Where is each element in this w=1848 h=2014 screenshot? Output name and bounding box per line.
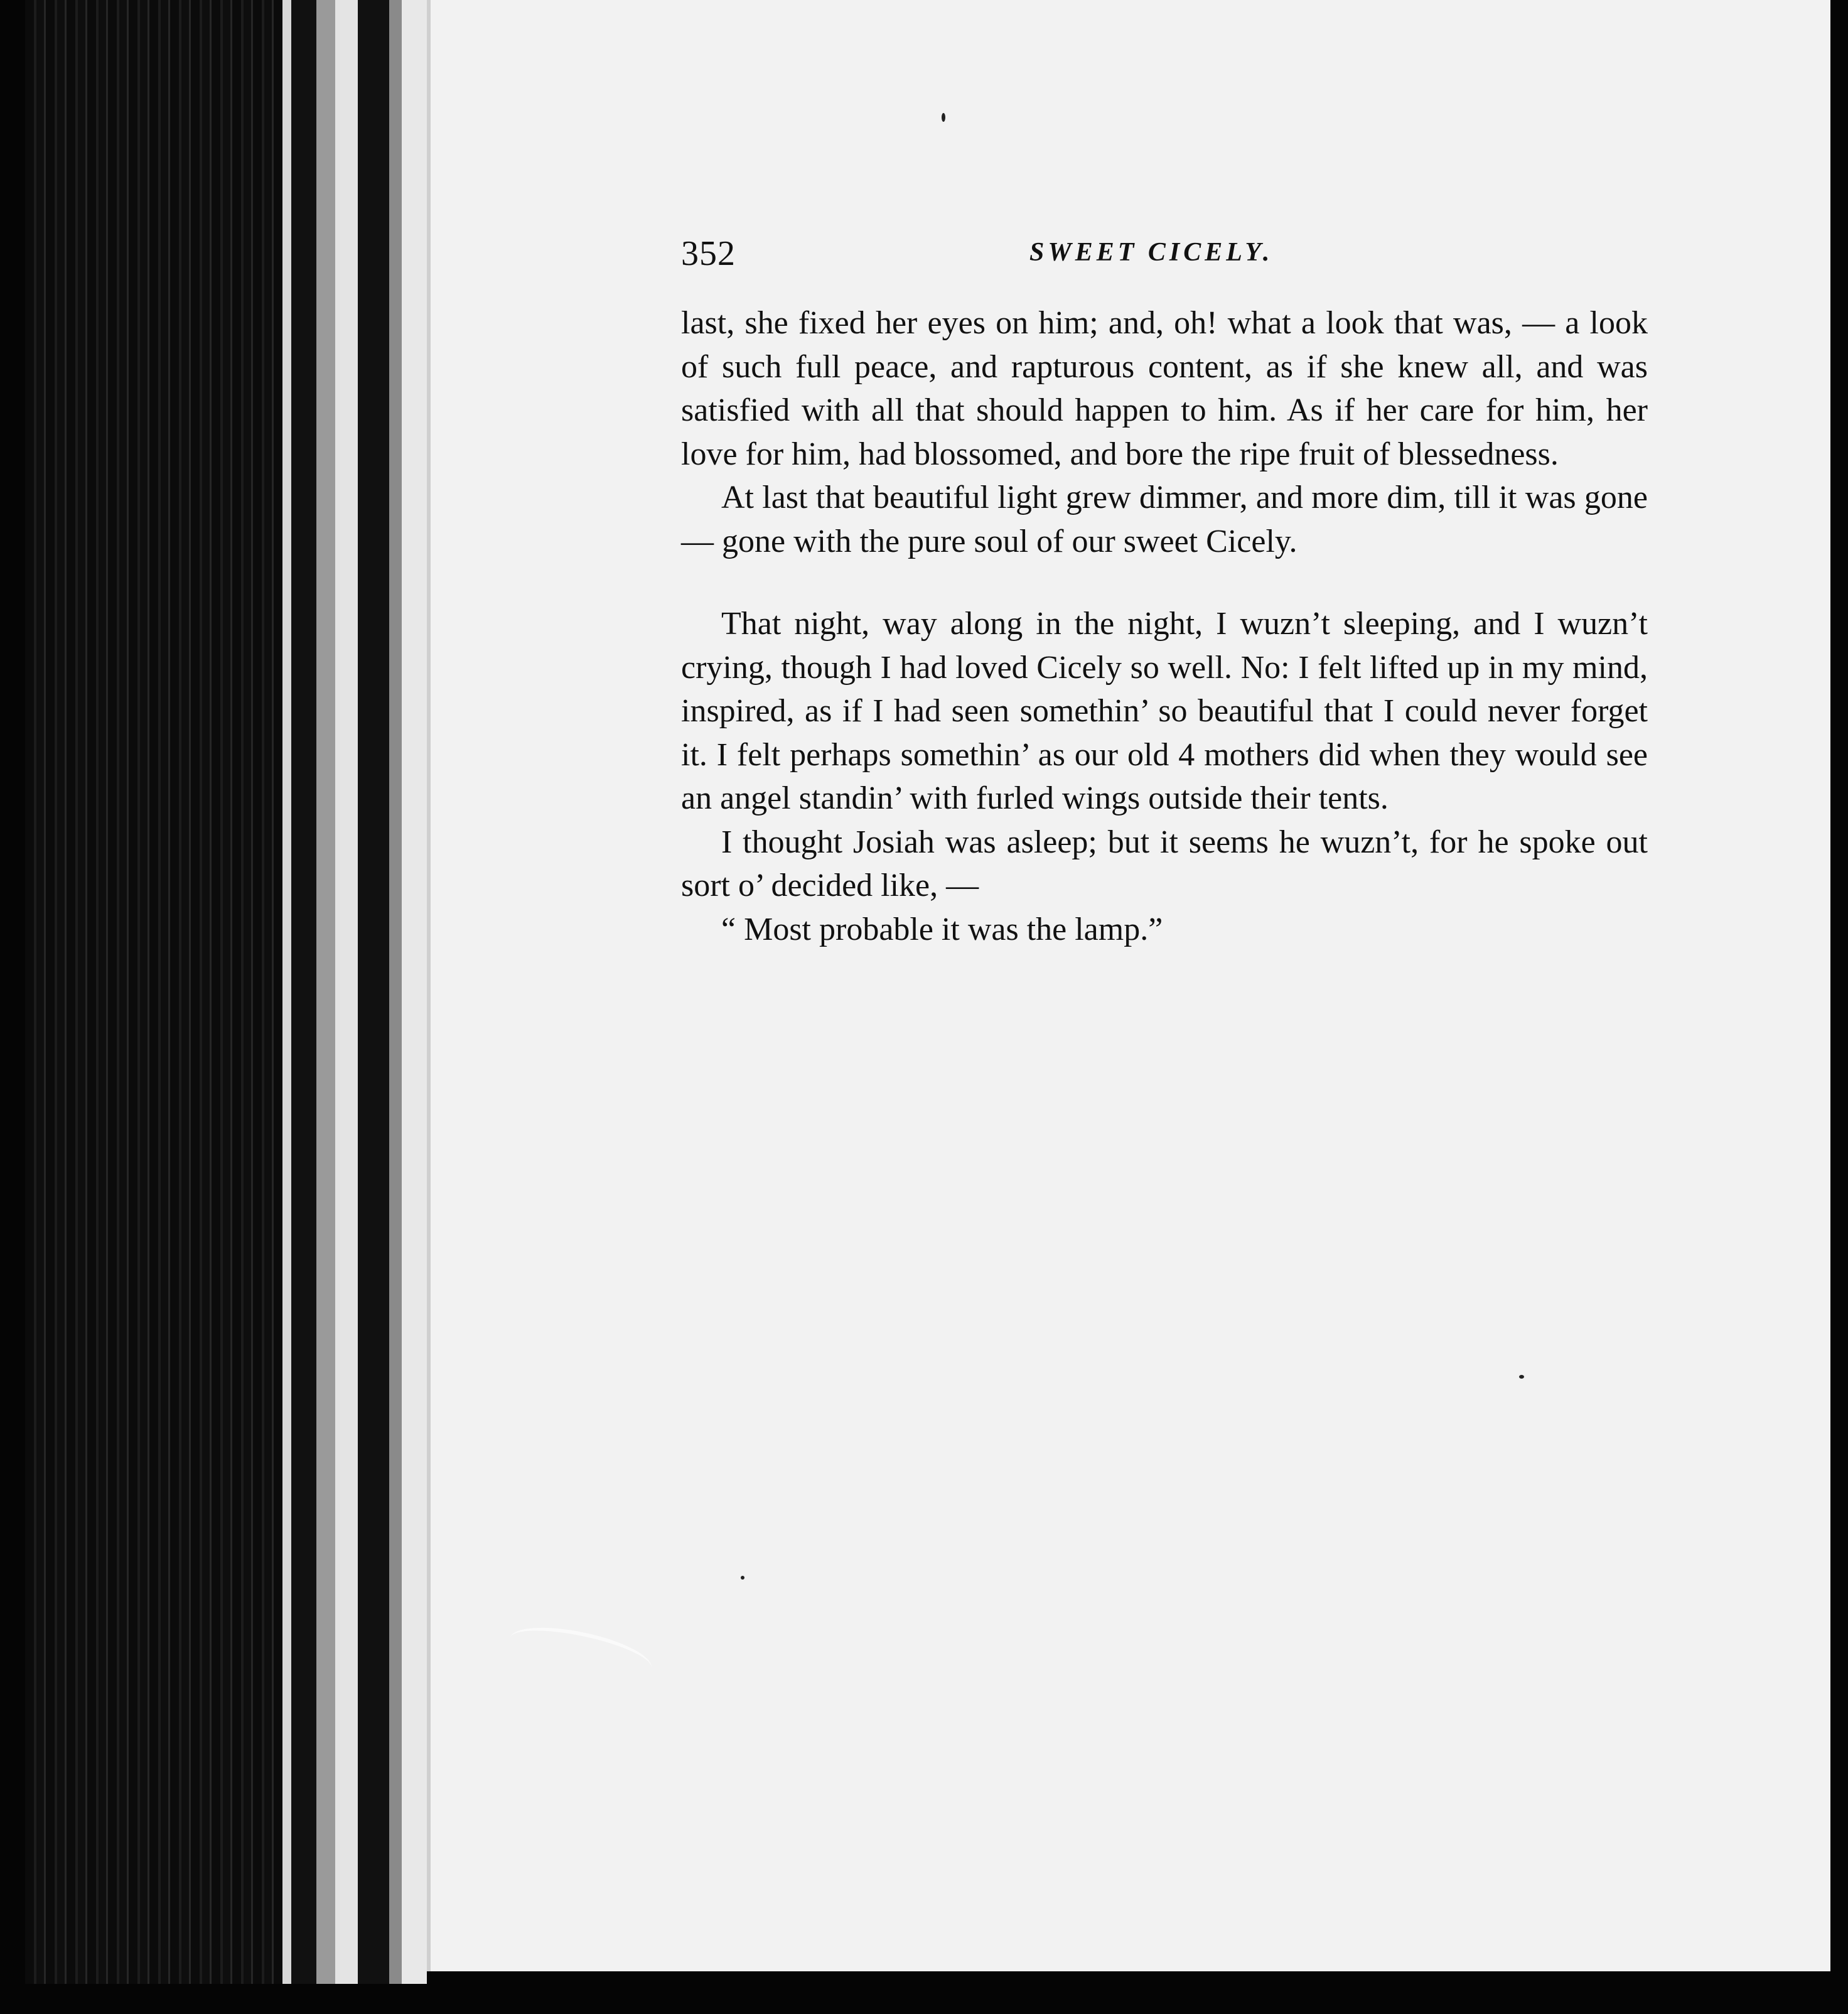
scan-speck	[942, 113, 945, 122]
book-page-edges	[25, 0, 427, 1984]
page-edge-light	[402, 0, 427, 1984]
paragraph: At last that beautiful light grew dimmer, and more dim, till it was gone — gone with the pure soul of our sweet Cicely.	[681, 480, 1648, 559]
page-edge-dark	[291, 0, 316, 1984]
page-edge-light	[282, 0, 291, 1984]
page-header	[681, 234, 1717, 277]
paragraph: “ Most probable it was the lamp.”	[721, 911, 1163, 947]
page-edge-light	[335, 0, 358, 1984]
running-head: SWEET CICELY.	[1029, 238, 1274, 267]
scan-speck	[741, 1576, 744, 1580]
page-number: 352	[681, 234, 736, 273]
scan-speck	[1519, 1375, 1524, 1379]
page-edge-dark	[358, 0, 389, 1984]
paragraph: That night, way along in the night, I wuzn’t sleeping, and I wuzn’t crying, though I had loved Cicely so well. No: I felt lifted up in my mind, inspired, as if I had seen somethin’ so beautiful that I could never forget it. I felt perhaps somethin’ as our old 4 mothers did when they would see an angel standin’ with furled wings outside their tents.	[681, 606, 1648, 816]
body-text	[681, 301, 1648, 951]
paragraph: I thought Josiah was asleep; but it seems he wuzn’t, for he spoke out sort o’ decided like, —	[681, 824, 1648, 903]
page-edge-light	[316, 0, 335, 1984]
paragraph: last, she fixed her eyes on him; and, oh! what a look that was, — a look of such full peace, and rapturous content, as if she knew all, and was satisfied with all that should happen to him. As if her care for him, her love for him, had blossomed, and bore the ripe fruit of blessedness.	[681, 305, 1648, 472]
page-edge-light	[389, 0, 402, 1984]
